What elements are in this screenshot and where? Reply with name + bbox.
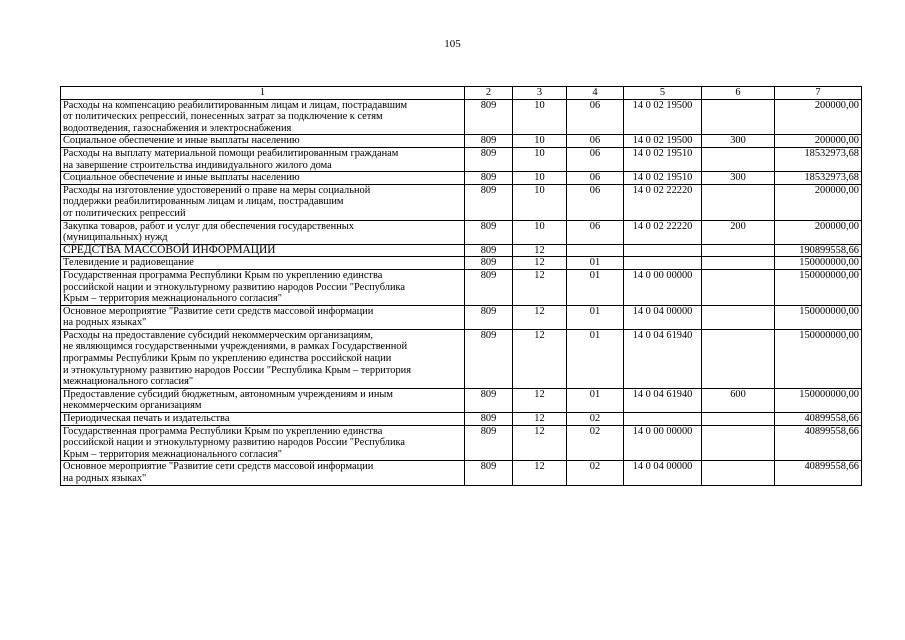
- row-name-line: Расходы на предоставление субсидий некоммерческим организациям,: [63, 329, 374, 341]
- row-name-line: (муниципальных) нужд: [63, 232, 168, 244]
- table-row: [61, 305, 862, 329]
- row-c6-cell: [702, 99, 775, 135]
- row-c3-cell: 10: [513, 172, 567, 185]
- row-amount-cell: 150000000,00: [775, 388, 862, 412]
- row-name-cell: [61, 220, 465, 244]
- table-row: [61, 461, 862, 485]
- row-c2-cell: 809: [465, 413, 513, 426]
- row-c3-cell: 10: [513, 184, 567, 220]
- header-cell: 6: [702, 87, 775, 100]
- row-c2-cell: 809: [465, 269, 513, 305]
- row-c4-cell: 01: [567, 257, 624, 270]
- row-amount-cell: 40899558,66: [775, 461, 862, 485]
- row-c3-cell: 12: [513, 413, 567, 426]
- row-c2-cell: 809: [465, 257, 513, 270]
- row-c3-cell: 12: [513, 269, 567, 305]
- row-c4-cell: 06: [567, 184, 624, 220]
- row-c4-cell: 06: [567, 172, 624, 185]
- row-c5-cell: 14 0 02 19500: [624, 99, 702, 135]
- row-name-line: на завершение строительства индивидуального жилого дома: [63, 159, 332, 171]
- row-c6-cell: 600: [702, 388, 775, 412]
- budget-table: [60, 86, 862, 486]
- row-c2-cell: 809: [465, 172, 513, 185]
- row-name-line: Государственная программа Республики Крым по укреплению единства: [63, 425, 383, 437]
- row-c4-cell: [567, 244, 624, 257]
- row-amount-cell: 200000,00: [775, 99, 862, 135]
- row-amount-cell: 150000000,00: [775, 329, 862, 388]
- row-c3-cell: 12: [513, 305, 567, 329]
- row-c5-cell: 14 0 00 00000: [624, 269, 702, 305]
- row-c5-cell: 14 0 04 00000: [624, 305, 702, 329]
- row-c3-cell: 10: [513, 99, 567, 135]
- row-c2-cell: 809: [465, 244, 513, 257]
- table-row: [61, 269, 862, 305]
- row-c5-cell: 14 0 04 61940: [624, 388, 702, 412]
- row-c2-cell: 809: [465, 220, 513, 244]
- row-name-cell: [61, 305, 465, 329]
- row-amount-cell: 150000000,00: [775, 305, 862, 329]
- row-name-cell: [61, 99, 465, 135]
- table-row: [61, 184, 862, 220]
- row-c6-cell: 200: [702, 220, 775, 244]
- table-header-row: [61, 87, 862, 100]
- row-amount-cell: 200000,00: [775, 220, 862, 244]
- header-cell: 5: [624, 87, 702, 100]
- row-name-cell: [61, 329, 465, 388]
- table-row: [61, 257, 862, 270]
- row-c5-cell: 14 0 02 19500: [624, 135, 702, 148]
- header-cell: 4: [567, 87, 624, 100]
- row-c3-cell: 12: [513, 244, 567, 257]
- row-name-cell: [61, 244, 465, 257]
- row-c4-cell: 06: [567, 147, 624, 171]
- row-c6-cell: [702, 461, 775, 485]
- row-c6-cell: [702, 257, 775, 270]
- table-row: [61, 388, 862, 412]
- row-name-line: от политических репрессий: [63, 207, 186, 219]
- row-name-cell: [61, 257, 465, 270]
- row-c2-cell: 809: [465, 184, 513, 220]
- row-amount-cell: 150000000,00: [775, 269, 862, 305]
- row-c5-cell: [624, 257, 702, 270]
- row-c3-cell: 12: [513, 257, 567, 270]
- row-c4-cell: 02: [567, 413, 624, 426]
- row-name-line: Социальное обеспечение и иные выплаты населению: [63, 172, 300, 184]
- row-c6-cell: [702, 329, 775, 388]
- row-name-cell: [61, 461, 465, 485]
- page-number: 105: [444, 38, 461, 50]
- table-row: [61, 147, 862, 171]
- row-name-line: Расходы на выплату материальной помощи реабилитированным гражданам: [63, 147, 399, 159]
- row-name-line: Крым – территория межнационального согласия": [63, 293, 283, 305]
- row-c6-cell: [702, 425, 775, 461]
- row-c4-cell: 06: [567, 220, 624, 244]
- table-row: [61, 244, 862, 257]
- row-name-line: программы Республики Крым по укреплению единства российской нации: [63, 353, 392, 365]
- row-c6-cell: [702, 244, 775, 257]
- row-amount-cell: 150000000,00: [775, 257, 862, 270]
- table-row: [61, 99, 862, 135]
- header-cell: 3: [513, 87, 567, 100]
- row-c6-cell: [702, 147, 775, 171]
- row-name-cell: [61, 269, 465, 305]
- row-name-cell: [61, 413, 465, 426]
- header-cell: 2: [465, 87, 513, 100]
- row-name-line: российской нации и этнокультурному развитию народов России "Республика: [63, 437, 406, 449]
- row-c2-cell: 809: [465, 147, 513, 171]
- row-c2-cell: 809: [465, 305, 513, 329]
- row-amount-cell: 40899558,66: [775, 425, 862, 461]
- row-c4-cell: 02: [567, 425, 624, 461]
- row-c4-cell: 06: [567, 135, 624, 148]
- row-name-line: межнационального согласия": [63, 376, 194, 388]
- row-name-line: Периодическая печать и издательства: [63, 413, 230, 425]
- row-c6-cell: 300: [702, 172, 775, 185]
- row-name-line: от политических репрессий, понесенных затрат за подключение к сетям: [63, 111, 383, 123]
- row-name-line: Телевидение и радиовещание: [63, 257, 194, 269]
- row-c3-cell: 10: [513, 147, 567, 171]
- row-c5-cell: [624, 413, 702, 426]
- row-amount-cell: 18532973,68: [775, 147, 862, 171]
- row-c2-cell: 809: [465, 461, 513, 485]
- row-amount-cell: 200000,00: [775, 135, 862, 148]
- row-c3-cell: 12: [513, 388, 567, 412]
- row-name-line: Расходы на изготовление удостоверений о праве на меры социальной: [63, 184, 371, 196]
- row-amount-cell: 190899558,66: [775, 244, 862, 257]
- row-c2-cell: 809: [465, 388, 513, 412]
- row-c3-cell: 12: [513, 329, 567, 388]
- header-cell: 1: [61, 87, 465, 100]
- row-c3-cell: 12: [513, 461, 567, 485]
- row-name-line: водоотведения, газоснабжения и электроснабжения: [63, 122, 292, 134]
- row-c3-cell: 10: [513, 220, 567, 244]
- row-c6-cell: [702, 269, 775, 305]
- row-name-line: российской нации и этнокультурному развитию народов России "Республика: [63, 281, 406, 293]
- row-c6-cell: [702, 413, 775, 426]
- table-row: [61, 413, 862, 426]
- row-name-line: Социальное обеспечение и иные выплаты населению: [63, 135, 300, 147]
- row-name-cell: [61, 388, 465, 412]
- row-amount-cell: 40899558,66: [775, 413, 862, 426]
- row-c6-cell: [702, 305, 775, 329]
- row-c4-cell: 01: [567, 329, 624, 388]
- row-c2-cell: 809: [465, 99, 513, 135]
- row-name-line: Государственная программа Республики Крым по укреплению единства: [63, 269, 383, 281]
- row-c5-cell: 14 0 02 19510: [624, 172, 702, 185]
- row-name-cell: [61, 425, 465, 461]
- header-cell: 7: [775, 87, 862, 100]
- row-c2-cell: 809: [465, 135, 513, 148]
- row-c5-cell: [624, 244, 702, 257]
- table-row: [61, 220, 862, 244]
- row-amount-cell: 200000,00: [775, 184, 862, 220]
- row-name-line: на родных языках": [63, 317, 147, 329]
- row-c5-cell: 14 0 04 00000: [624, 461, 702, 485]
- table-row: [61, 172, 862, 185]
- table-row: [61, 135, 862, 148]
- row-name-line: поддержки реабилитированным лицам и лицам, пострадавшим: [63, 196, 344, 208]
- row-name-line: и этнокультурному развитию народов России "Республика Крым – территория: [63, 364, 411, 376]
- row-name-line: Крым – территория межнационального согласия": [63, 448, 283, 460]
- row-c5-cell: 14 0 02 22220: [624, 184, 702, 220]
- row-name-line: Основное мероприятие "Развитие сети средств массовой информации: [63, 461, 374, 473]
- row-name-cell: [61, 172, 465, 185]
- row-c5-cell: 14 0 02 19510: [624, 147, 702, 171]
- row-name-line: некоммерческим организациям: [63, 400, 202, 412]
- row-c4-cell: 02: [567, 461, 624, 485]
- row-c4-cell: 01: [567, 388, 624, 412]
- row-amount-cell: 18532973,68: [775, 172, 862, 185]
- row-c2-cell: 809: [465, 425, 513, 461]
- row-c4-cell: 01: [567, 269, 624, 305]
- row-name-line: СРЕДСТВА МАССОВОЙ ИНФОРМАЦИИ: [63, 243, 276, 256]
- table-row: [61, 425, 862, 461]
- row-c2-cell: 809: [465, 329, 513, 388]
- row-c5-cell: 14 0 04 61940: [624, 329, 702, 388]
- row-name-line: Расходы на компенсацию реабилитированным лицам и лицам, пострадавшим: [63, 99, 408, 111]
- row-c3-cell: 10: [513, 135, 567, 148]
- row-c3-cell: 12: [513, 425, 567, 461]
- row-name-line: на родных языках": [63, 473, 147, 484]
- row-name-cell: [61, 135, 465, 148]
- row-name-cell: [61, 184, 465, 220]
- row-c4-cell: 01: [567, 305, 624, 329]
- row-name-line: не являющимся государственными учреждениями, в рамках Государственной: [63, 341, 408, 353]
- row-name-line: Закупка товаров, работ и услуг для обеспечения государственных: [63, 220, 354, 232]
- row-c5-cell: 14 0 02 22220: [624, 220, 702, 244]
- row-c6-cell: [702, 184, 775, 220]
- row-c6-cell: 300: [702, 135, 775, 148]
- row-c5-cell: 14 0 00 00000: [624, 425, 702, 461]
- row-name-cell: [61, 147, 465, 171]
- row-name-line: Основное мероприятие "Развитие сети средств массовой информации: [63, 305, 374, 317]
- table-row: [61, 329, 862, 388]
- row-c4-cell: 06: [567, 99, 624, 135]
- row-name-line: Предоставление субсидий бюджетным, автономным учреждениям и иным: [63, 388, 393, 400]
